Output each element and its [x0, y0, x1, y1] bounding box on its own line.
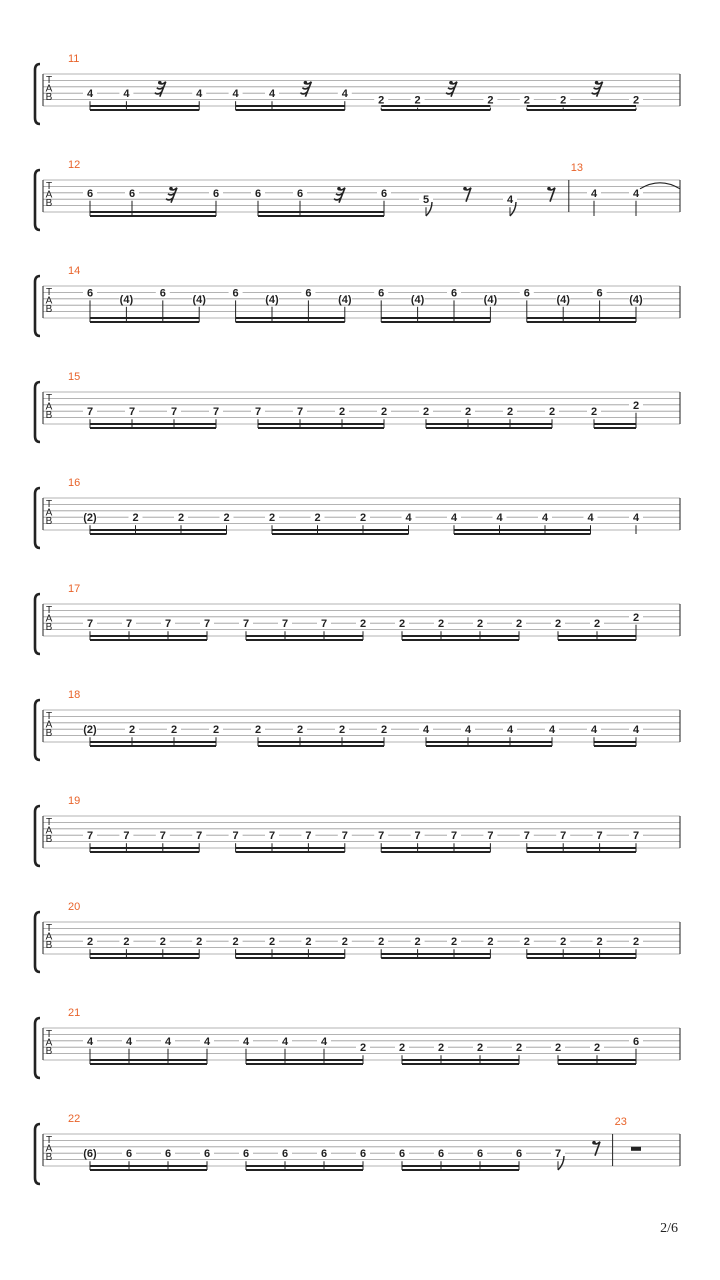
fret-number: (4): [483, 293, 498, 306]
fret-number: 2: [632, 936, 640, 949]
fret-number: 2: [338, 724, 346, 737]
fret-number: 7: [320, 618, 328, 631]
fret-number: 5: [422, 194, 430, 207]
fret-number: 6: [398, 1148, 406, 1161]
measure-number: 19: [68, 795, 81, 807]
tab-system: [35, 583, 680, 654]
fret-number: 2: [378, 94, 385, 107]
fret-number: 6: [476, 1148, 484, 1161]
fret-number: 6: [378, 287, 385, 300]
fret-number: 6: [125, 1148, 133, 1161]
tab-clef-letter: B: [45, 410, 53, 421]
fret-number: 2: [554, 1042, 562, 1055]
fret-number: 2: [305, 936, 312, 949]
tab-clef-letter: A: [45, 719, 53, 731]
fret-number: 6: [596, 287, 603, 300]
measure-number: 12: [68, 159, 81, 171]
fret-number: 4: [125, 1035, 133, 1048]
system-bracket: [35, 170, 40, 230]
tab-clef-letter: T: [45, 1135, 53, 1146]
fret-number: 7: [487, 830, 494, 843]
fret-number: 2: [437, 618, 445, 631]
fret-number: 2: [123, 936, 130, 949]
fret-number: 6: [281, 1148, 289, 1161]
fret-number: 4: [506, 724, 514, 737]
tab-clef-letter: B: [45, 92, 53, 103]
fret-number: 4: [320, 1035, 328, 1048]
system-bracket: [35, 276, 40, 336]
fret-number: 2: [223, 512, 230, 525]
measure-number: 20: [68, 901, 81, 913]
fret-number: 2: [515, 618, 523, 631]
tab-clef-letter: T: [45, 923, 53, 934]
measure-number: 21: [68, 1007, 81, 1019]
fret-number: 2: [159, 936, 166, 949]
fret-number: 2: [515, 1042, 523, 1055]
fret-number: 7: [159, 830, 166, 843]
fret-number: 6: [203, 1148, 211, 1161]
fret-number: 2: [632, 611, 640, 624]
fret-number: 2: [378, 936, 385, 949]
fret-number: 7: [170, 406, 178, 419]
tab-clef-letter: A: [45, 825, 53, 837]
fret-number: 4: [341, 88, 348, 101]
measure-number: 22: [68, 1113, 81, 1125]
tab-system: [35, 477, 680, 548]
system-bracket: [35, 912, 40, 972]
rest-dot: [304, 81, 308, 85]
page-number: 2/6: [660, 1221, 678, 1236]
tab-system: [35, 53, 680, 124]
tab-clef-letter: T: [45, 287, 53, 298]
fret-number: (2): [83, 724, 97, 737]
tab-clef-letter: B: [45, 304, 53, 315]
fret-number: 4: [405, 512, 412, 525]
fret-number: 4: [541, 512, 549, 525]
fret-number: 4: [587, 512, 594, 525]
fret-number: 7: [86, 618, 94, 631]
tab-system: [35, 371, 680, 442]
tab-clef-letter: B: [45, 1152, 53, 1163]
fret-number: (4): [265, 293, 279, 306]
fret-number: 4: [632, 724, 640, 737]
system-bracket: [35, 806, 40, 866]
fret-number: 6: [212, 187, 220, 200]
fret-number: 2: [196, 936, 203, 949]
system-bracket: [35, 594, 40, 654]
fret-number: 7: [281, 618, 289, 631]
fret-number: 2: [232, 936, 239, 949]
fret-number: 2: [422, 406, 430, 419]
fret-number: 4: [464, 724, 472, 737]
fret-number: 2: [268, 512, 276, 525]
tab-clef-letter: B: [45, 940, 53, 951]
fret-number: 6: [380, 187, 388, 200]
fret-number: 2: [523, 94, 530, 107]
fret-number: 7: [378, 830, 385, 843]
fret-number: 2: [359, 512, 367, 525]
fret-number: (6): [83, 1148, 97, 1161]
fret-number: 6: [128, 187, 136, 200]
fret-number: (4): [556, 293, 570, 306]
fret-number: 4: [548, 724, 556, 737]
fret-number: 2: [132, 512, 139, 525]
tie-arc: [640, 183, 680, 189]
fret-number: 7: [164, 618, 172, 631]
fret-number: 6: [632, 1035, 640, 1048]
fret-number: 6: [437, 1148, 445, 1161]
system-bracket: [35, 488, 40, 548]
fret-number: 6: [320, 1148, 328, 1161]
fret-number: 2: [268, 936, 276, 949]
fret-number: 6: [164, 1148, 172, 1161]
fret-number: 4: [450, 512, 458, 525]
fret-number: 7: [414, 830, 421, 843]
tab-clef-letter: T: [45, 1029, 53, 1040]
fret-number: 2: [254, 724, 262, 737]
fret-number: 2: [554, 618, 562, 631]
tab-system: [35, 159, 680, 230]
fret-number: 2: [212, 724, 220, 737]
tab-clef-letter: T: [45, 393, 53, 404]
rest-dot: [592, 1141, 596, 1145]
fret-number: 2: [414, 936, 421, 949]
fret-number: 2: [380, 406, 388, 419]
fret-number: 4: [590, 724, 598, 737]
system-bracket: [35, 1018, 40, 1078]
tab-system: [35, 1007, 680, 1078]
fret-number: 2: [593, 618, 601, 631]
fret-number: 6: [296, 187, 304, 200]
tab-system: [35, 265, 680, 336]
fret-number: 2: [476, 1042, 484, 1055]
fret-number: 2: [632, 94, 640, 107]
fret-number: 2: [464, 406, 472, 419]
measure-number: 17: [68, 583, 81, 595]
fret-number: 4: [422, 724, 430, 737]
fret-number: 7: [212, 406, 220, 419]
tab-clef-letter: B: [45, 728, 53, 739]
fret-number: 7: [450, 830, 458, 843]
fret-number: 4: [196, 88, 203, 101]
fret-number: 2: [487, 94, 494, 107]
fret-number: 2: [560, 936, 567, 949]
fret-number: 6: [523, 287, 530, 300]
tab-clef-letter: A: [45, 1143, 53, 1155]
fret-number: 4: [86, 88, 94, 101]
fret-number: 4: [632, 512, 640, 525]
tab-clef-letter: A: [45, 401, 53, 413]
fret-number: 2: [359, 1042, 367, 1055]
fret-number: 2: [170, 724, 178, 737]
fret-number: 2: [177, 512, 185, 525]
fret-number: 4: [164, 1035, 172, 1048]
fret-number: 2: [398, 618, 406, 631]
tab-system: [35, 1113, 680, 1184]
fret-number: 6: [86, 187, 94, 200]
system-bracket: [35, 700, 40, 760]
measure-number: 18: [68, 689, 81, 701]
fret-number: 2: [296, 724, 304, 737]
fret-number: 2: [398, 1042, 406, 1055]
fret-number: 7: [203, 618, 211, 631]
tab-clef-letter: B: [45, 1046, 53, 1057]
fret-number: (4): [192, 293, 206, 306]
rest-dot: [449, 81, 453, 85]
measure-number: 23: [614, 1116, 627, 1128]
fret-number: 6: [359, 1148, 367, 1161]
fret-number: 2: [548, 406, 556, 419]
fret-number: 4: [268, 88, 276, 101]
tab-clef-letter: A: [45, 189, 53, 201]
tab-clef-letter: T: [45, 711, 53, 722]
fret-number: 4: [242, 1035, 250, 1048]
fret-number: 2: [338, 406, 346, 419]
fret-number: 2: [590, 406, 598, 419]
fret-number: (4): [338, 293, 352, 306]
tab-system: [35, 689, 680, 760]
tab-clef-letter: A: [45, 295, 53, 307]
system-bracket: [35, 382, 40, 442]
fret-number: 4: [590, 187, 598, 200]
tab-clef-letter: B: [45, 834, 53, 845]
tab-clef-letter: A: [45, 613, 53, 625]
tab-clef-letter: A: [45, 507, 53, 519]
measure-number: 13: [570, 162, 584, 174]
fret-number: 6: [242, 1148, 250, 1161]
fret-number: 4: [232, 88, 239, 101]
fret-number: 2: [128, 724, 136, 737]
tab-clef-letter: T: [45, 817, 53, 828]
fret-number: (4): [119, 293, 134, 306]
fret-number: 2: [506, 406, 514, 419]
fret-number: 2: [314, 512, 321, 525]
tab-clef-letter: T: [45, 75, 53, 86]
tab-clef-letter: B: [45, 516, 53, 527]
rest-dot: [547, 187, 551, 191]
fret-number: 6: [232, 287, 239, 300]
rest-dot: [169, 187, 173, 191]
fret-number: 2: [560, 94, 567, 107]
fret-number: 6: [515, 1148, 523, 1161]
tab-system: [35, 795, 680, 866]
fret-number: 7: [596, 830, 603, 843]
fret-number: 2: [593, 1042, 601, 1055]
fret-number: 7: [125, 618, 133, 631]
rest-dot: [158, 81, 162, 85]
fret-number: 7: [242, 618, 250, 631]
fret-number: 7: [296, 406, 304, 419]
fret-number: 7: [554, 1148, 562, 1161]
fret-number: 2: [86, 936, 94, 949]
rest-dot: [595, 81, 599, 85]
fret-number: 2: [596, 936, 603, 949]
fret-number: 2: [632, 399, 640, 412]
fret-number: 2: [450, 936, 458, 949]
fret-number: 2: [487, 936, 494, 949]
tab-clef-letter: A: [45, 1037, 53, 1049]
fret-number: 4: [123, 88, 130, 101]
fret-number: 2: [341, 936, 348, 949]
tab-clef-letter: T: [45, 499, 53, 510]
fret-number: 2: [476, 618, 484, 631]
fret-number: 6: [159, 287, 166, 300]
fret-number: 2: [359, 618, 367, 631]
fret-number: 4: [632, 187, 640, 200]
half-rest: [631, 1147, 641, 1151]
fret-number: 7: [632, 830, 640, 843]
fret-number: 7: [86, 830, 94, 843]
fret-number: 7: [86, 406, 94, 419]
tab-clef-letter: T: [45, 605, 53, 616]
fret-number: (4): [410, 293, 425, 306]
fret-number: 7: [560, 830, 567, 843]
fret-number: 2: [523, 936, 530, 949]
fret-number: 2: [437, 1042, 445, 1055]
fret-number: 2: [380, 724, 388, 737]
fret-number: 6: [254, 187, 262, 200]
fret-number: 6: [305, 287, 312, 300]
fret-number: (2): [83, 512, 97, 525]
fret-number: 7: [128, 406, 136, 419]
system-bracket: [35, 1124, 40, 1184]
tab-clef-letter: B: [45, 622, 53, 633]
fret-number: 7: [123, 830, 130, 843]
fret-number: 7: [196, 830, 203, 843]
fret-number: 6: [86, 287, 94, 300]
measure-number: 15: [68, 371, 81, 383]
tab-clef-letter: T: [45, 181, 53, 192]
fret-number: 7: [268, 830, 276, 843]
fret-number: 4: [86, 1035, 94, 1048]
tab-clef-letter: A: [45, 83, 53, 95]
fret-number: 7: [305, 830, 312, 843]
fret-number: 2: [414, 94, 421, 107]
rest-dot: [463, 187, 467, 191]
tab-system: [35, 901, 680, 972]
fret-number: 4: [506, 194, 514, 207]
tab-clef-letter: A: [45, 931, 53, 943]
fret-number: 4: [496, 512, 503, 525]
measure-number: 11: [68, 53, 80, 65]
tab-clef-letter: B: [45, 198, 53, 209]
fret-number: 7: [523, 830, 530, 843]
fret-number: 7: [254, 406, 262, 419]
fret-number: 7: [341, 830, 348, 843]
measure-number: 16: [68, 477, 81, 489]
rest-dot: [337, 187, 341, 191]
fret-number: 7: [232, 830, 239, 843]
fret-number: 6: [450, 287, 458, 300]
fret-number: 4: [281, 1035, 289, 1048]
fret-number: 4: [203, 1035, 211, 1048]
system-bracket: [35, 64, 40, 124]
measure-number: 14: [68, 265, 81, 277]
fret-number: (4): [629, 293, 643, 306]
